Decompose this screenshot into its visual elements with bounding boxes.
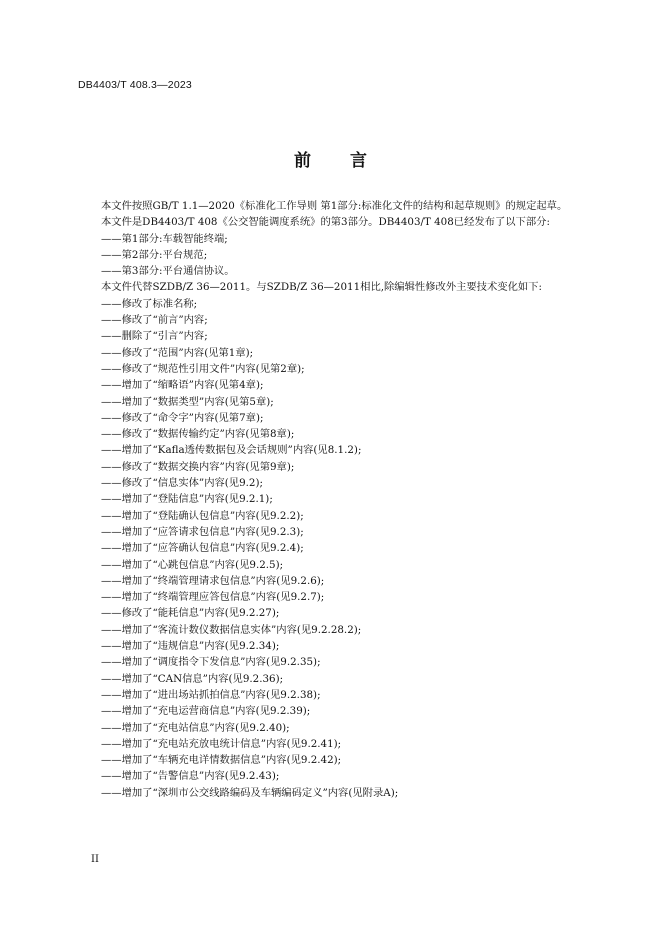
list-item: ——增加了“深圳市公交线路编码及车辆编码定义”内容(见附录A); bbox=[101, 786, 399, 799]
list-item: ——修改了“命令字”内容(见第7章); bbox=[101, 411, 264, 424]
paragraph: 本文件按照GB/T 1.1—2020《标准化工作导则 第1部分:标准化文件的结构和起草规则》的规定起草。 bbox=[101, 200, 568, 212]
list-item: ——增加了“终端管理应答包信息”内容(见9.2.7); bbox=[101, 591, 325, 604]
list-item: ——修改了“前言”内容; bbox=[101, 314, 208, 327]
list-item: ——增加了“CAN信息”内容(见9.2.36); bbox=[101, 672, 284, 685]
list-item: ——修改了“数据交换内容”内容(见第9章); bbox=[101, 460, 295, 473]
title-char-2: 言 bbox=[350, 151, 368, 171]
paragraph: 本文件是DB4403/T 408《公交智能调度系统》的第3部分。DB4403/T 408已经发布了以下部分: bbox=[101, 216, 550, 229]
list-item: ——增加了“客流计数仪数据信息实体”内容(见9.2.28.2); bbox=[101, 623, 362, 636]
list-item: ——增加了“终端管理请求包信息”内容(见9.2.6); bbox=[101, 574, 325, 587]
list-item: ——增加了“充电站充放电统计信息”内容(见9.2.41); bbox=[101, 737, 342, 750]
list-item: ——增加了“车辆充电详情数据信息”内容(见9.2.42); bbox=[101, 754, 342, 767]
list-item: ——修改了“信息实体”内容(见9.2); bbox=[101, 477, 263, 490]
page-title bbox=[0, 146, 662, 171]
foreword-body bbox=[80, 198, 600, 801]
list-item: ——增加了“进出场站抓拍信息”内容(见9.2.38); bbox=[101, 688, 321, 701]
list-item: ——修改了“数据传输约定”内容(见第8章); bbox=[101, 428, 295, 441]
list-item: ——增加了“应答确认包信息”内容(见9.2.4); bbox=[101, 542, 304, 555]
list-item: ——修改了标准名称; bbox=[101, 297, 198, 310]
list-item: ——第1部分:车载智能终端; bbox=[101, 232, 228, 245]
list-item: ——增加了“充电运营商信息”内容(见9.2.39); bbox=[101, 705, 311, 718]
list-item: ——第3部分:平台通信协议。 bbox=[101, 265, 235, 278]
list-item: ——修改了“规范性引用文件”内容(见第2章); bbox=[101, 362, 305, 375]
list-item: ——增加了“数据类型”内容(见第5章); bbox=[101, 395, 274, 408]
list-item: ——删除了“引言”内容; bbox=[101, 330, 208, 343]
list-item: ——增加了“违规信息”内容(见9.2.34); bbox=[101, 640, 280, 653]
list-item: ——第2部分:平台规范; bbox=[101, 248, 208, 261]
document-code: DB4403/T 408.3—2023 bbox=[78, 79, 192, 91]
list-item: ——增加了“Kafla透传数据包及会话规则”内容(见8.1.2); bbox=[101, 444, 362, 457]
list-item: ——增加了“缩略语”内容(见第4章); bbox=[101, 379, 264, 392]
list-item: ——修改了“能耗信息”内容(见9.2.27); bbox=[101, 607, 280, 620]
list-item: ——增加了“充电站信息”内容(见9.2.40); bbox=[101, 721, 290, 734]
list-item: ——修改了“范围”内容(见第1章); bbox=[101, 346, 254, 359]
list-item: ——增加了“心跳包信息”内容(见9.2.5); bbox=[101, 558, 284, 571]
list-item: ——增加了“告警信息”内容(见9.2.43); bbox=[101, 770, 280, 783]
page-number: II bbox=[91, 854, 99, 865]
list-item: ——增加了“调度指令下发信息”内容(见9.2.35); bbox=[101, 656, 321, 669]
paragraph: 本文件代替SZDB/Z 36—2011。与SZDB/Z 36—2011相比,除编辑性修改外主要技术变化如下: bbox=[101, 281, 542, 294]
title-char-1: 前 bbox=[294, 151, 312, 171]
list-item: ——增加了“登陆确认包信息”内容(见9.2.2); bbox=[101, 509, 304, 522]
list-item: ——增加了“登陆信息”内容(见9.2.1); bbox=[101, 493, 273, 506]
list-item: ——增加了“应答请求包信息”内容(见9.2.3); bbox=[101, 525, 304, 538]
